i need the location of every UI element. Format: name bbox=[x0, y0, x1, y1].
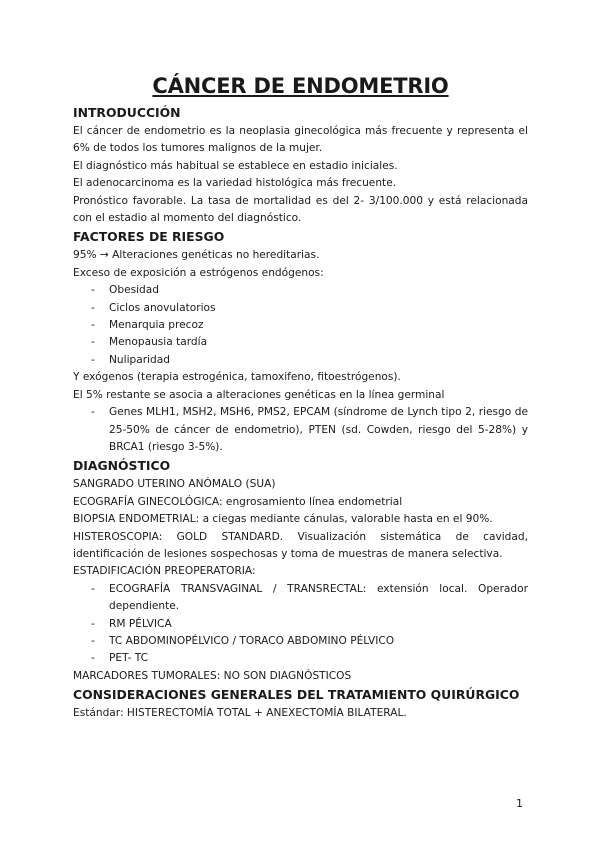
intro-paragraph-1: El cáncer de endometrio es la neoplasia ginecológica más frecuente y representa el 6% de todos los tumores malignos de la mujer. bbox=[73, 125, 528, 155]
bullet-dash: - bbox=[91, 406, 95, 419]
risk-paragraph-3: Y exógenos (terapia estrogénica, tamoxifeno, fitoestrógenos). bbox=[73, 371, 401, 384]
heading-tratamiento-quirurgico: CONSIDERACIONES GENERALES DEL TRATAMIENTO QUIRÚRGICO bbox=[73, 687, 520, 703]
list-item: - Genes MLH1, MSH2, MSH6, PMS2, EPCAM (síndrome de Lynch tipo 2, riesgo de 25-50% de cáncer de endometrio), PTEN (sd. Cowden, riesgo del 5-28%) y BRCA1 (riesgo 3-5%). bbox=[91, 406, 528, 453]
risk-paragraph-2: Exceso de exposición a estrógenos endógenos: bbox=[73, 266, 324, 279]
diagnosis-paragraph-5: ESTADIFICACIÓN PREOPERATORIA: bbox=[73, 565, 256, 578]
list-item: - Nuliparidad bbox=[73, 352, 528, 369]
bullet-dash: - bbox=[91, 353, 95, 366]
diagnosis-paragraph-2: ECOGRAFÍA GINECOLÓGICA: engrosamiento línea endometrial bbox=[73, 495, 403, 508]
page-number: 1 bbox=[516, 797, 523, 810]
risk-endogenous-list bbox=[73, 282, 528, 369]
intro-paragraph-4: Pronóstico favorable. La tasa de mortalidad es del 2- 3/100.000 y está relacionada con el estadio al momento del diagnóstico. bbox=[73, 194, 528, 225]
list-item: - Menarquia precoz bbox=[73, 317, 528, 334]
bullet-dash: - bbox=[91, 652, 95, 665]
bullet-dash: - bbox=[91, 582, 95, 595]
bullet-dash: - bbox=[91, 319, 95, 332]
document-title: CÁNCER DE ENDOMETRIO bbox=[152, 74, 449, 98]
intro-paragraph-3: El adenocarcinoma es la variedad histológica más frecuente. bbox=[73, 177, 397, 190]
bullet-dash: - bbox=[91, 301, 95, 314]
intro-paragraph-2: El diagnóstico más habitual se establece en estadio iniciales. bbox=[73, 159, 398, 172]
bullet-dash: - bbox=[91, 284, 95, 297]
bullet-dash: - bbox=[91, 336, 95, 349]
diagnosis-paragraph-1: SANGRADO UTERINO ANÓMALO (SUA) bbox=[73, 478, 276, 491]
list-item: - PET- TC bbox=[73, 650, 528, 667]
list-item: - Obesidad bbox=[73, 282, 528, 299]
diagnosis-paragraph-6: MARCADORES TUMORALES: NO SON DIAGNÓSTICOS bbox=[73, 669, 352, 682]
risk-paragraph-4: El 5% restante se asocia a alteraciones genéticas en la línea germinal bbox=[73, 388, 445, 401]
risk-paragraph-1: 95% → Alteraciones genéticas no hereditarias. bbox=[73, 249, 320, 262]
risk-genetic-list bbox=[73, 404, 528, 456]
heading-factores-de-riesgo: FACTORES DE RIESGO bbox=[73, 229, 225, 245]
list-item: - RM PÉLVICA bbox=[73, 616, 528, 633]
document-body bbox=[73, 103, 528, 723]
staging-list bbox=[73, 581, 528, 668]
list-item: - Ciclos anovulatorios bbox=[73, 300, 528, 317]
diagnosis-paragraph-3: BIOPSIA ENDOMETRIAL: a ciegas mediante cánulas, valorable hasta en el 90%. bbox=[73, 513, 493, 526]
list-item: - ECOGRAFÍA TRANSVAGINAL / TRANSRECTAL: extensión local. Operador dependiente. bbox=[91, 582, 528, 613]
surgery-paragraph-1: Estándar: HISTERECTOMÍA TOTAL + ANEXECTOMÍA BILATERAL. bbox=[73, 707, 407, 720]
heading-diagnostico: DIAGNÓSTICO bbox=[73, 458, 171, 474]
list-item: - TC ABDOMINOPÉLVICO / TORACO ABDOMINO PÉLVICO bbox=[73, 633, 528, 650]
bullet-dash: - bbox=[91, 634, 95, 647]
bullet-dash: - bbox=[91, 617, 95, 630]
heading-introduccion: INTRODUCCIÓN bbox=[73, 105, 181, 120]
list-item: - Menopausia tardía bbox=[73, 334, 528, 351]
diagnosis-paragraph-4: HISTEROSCOPIA: GOLD STANDARD. Visualización sistemática de cavidad, identificación de lesiones sospechosas y toma de muestras de manera selectiva. bbox=[73, 530, 528, 560]
